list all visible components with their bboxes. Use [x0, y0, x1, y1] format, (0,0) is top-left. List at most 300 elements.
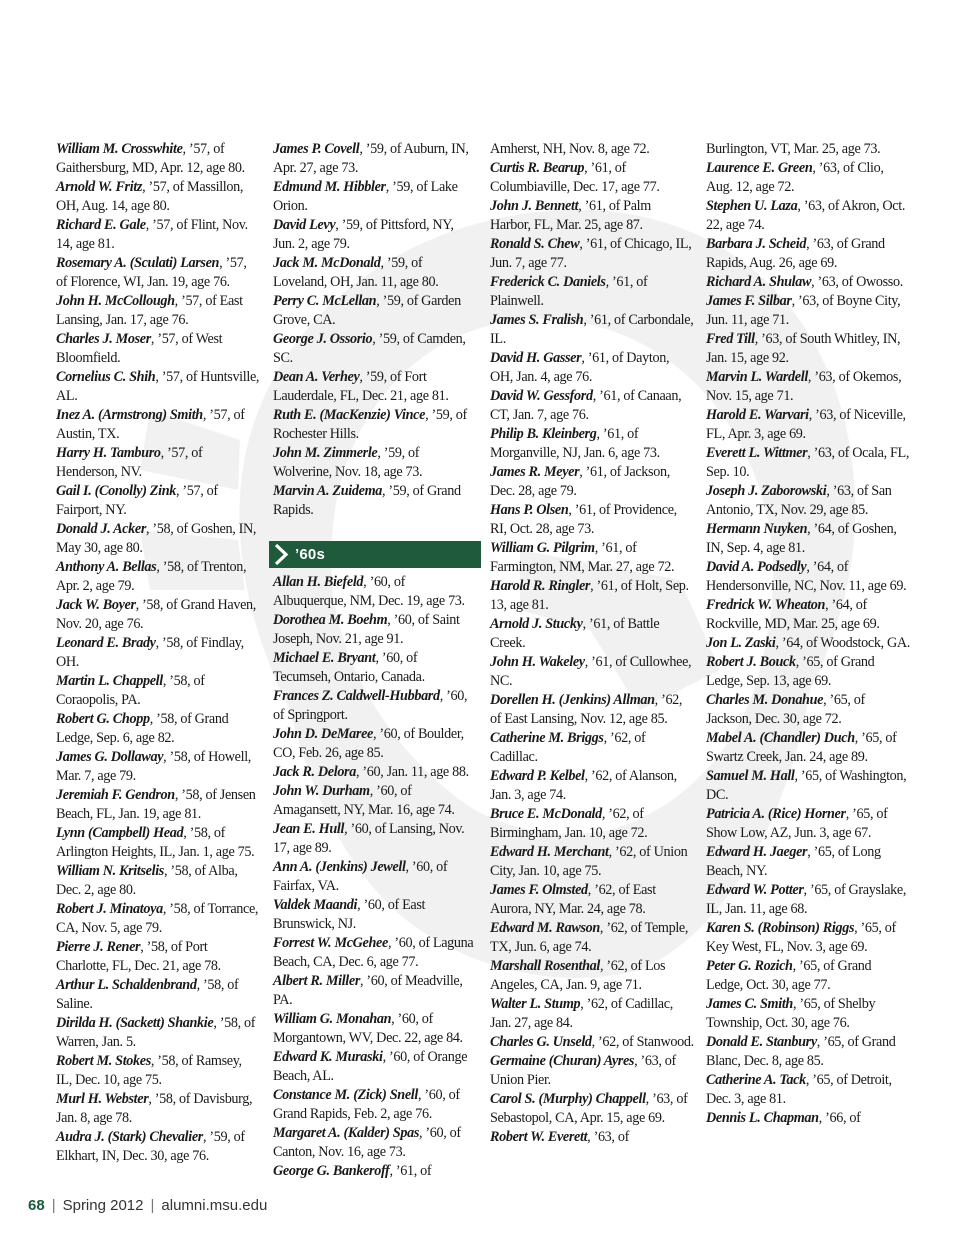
alumni-name: Bruce E. McDonald — [490, 806, 602, 822]
obituary-entry — [273, 178, 477, 216]
obituary-entry — [56, 330, 260, 368]
alumni-name: Albert R. Miller — [273, 973, 361, 989]
alumni-name: William N. Kritselis — [56, 863, 164, 879]
obituary-entry — [56, 672, 260, 710]
alumni-name: Lynn (Campbell) Head — [56, 825, 184, 841]
obituary-detail: , ’63, of — [587, 1129, 629, 1145]
alumni-name: John W. Durham — [273, 783, 370, 799]
obituary-entry — [490, 729, 694, 767]
obituary-detail: , ’60, of Lansing, Nov. 17, age 89. — [273, 821, 465, 856]
obituary-entry — [273, 330, 477, 368]
alumni-name: Joseph J. Zaborowski — [706, 483, 827, 499]
obituary-entry — [490, 615, 694, 653]
obituary-entry — [490, 995, 694, 1033]
alumni-name: Mabel A. (Chandler) Duch — [706, 730, 855, 746]
obituary-entry — [706, 368, 910, 406]
alumni-name: Constance M. (Zick) Snell — [273, 1087, 418, 1103]
obituary-entry — [706, 292, 910, 330]
obituary-entry — [490, 235, 694, 273]
obituary-entry — [273, 1048, 477, 1086]
alumni-name: Harold E. Warvari — [706, 407, 809, 423]
obituary-detail: , ’60, of Saint Joseph, Nov. 21, age 91. — [273, 612, 460, 647]
obituary-entry — [490, 653, 694, 691]
alumni-name: Perry C. McLellan — [273, 293, 377, 309]
obituary-entry — [273, 763, 477, 782]
alumni-name: George J. Ossorio — [273, 331, 373, 347]
continued-entry: Amherst, NH, Nov. 8, age 72. — [490, 141, 650, 157]
issue-label: Spring 2012 — [62, 1197, 144, 1214]
obituary-detail: , ’65, of Shelby Township, Oct. 30, age 76. — [706, 996, 876, 1031]
alumni-name: Ruth E. (MacKenzie) Vince — [273, 407, 426, 423]
obituary-entry — [273, 972, 477, 1010]
obituary-detail: , ’64, of Rockville, MD, Mar. 25, age 69. — [706, 597, 880, 632]
alumni-name: James R. Meyer — [490, 464, 580, 480]
chevron-right-icon — [269, 541, 295, 568]
alumni-name: James F. Olmsted — [490, 882, 588, 898]
alumni-name: Barbara J. Scheid — [706, 236, 807, 252]
obituary-detail: , ’57, of West Bloomfield. — [56, 331, 223, 366]
obituary-entry — [273, 292, 477, 330]
alumni-name: Robert J. Minatoya — [56, 901, 163, 917]
alumni-name: Forrest W. McGehee — [273, 935, 388, 951]
obituary-detail: , ’61, of Holt, Sep. 13, age 81. — [490, 578, 689, 613]
obituary-detail: , ’63, of Niceville, FL, Apr. 3, age 69. — [706, 407, 906, 442]
obituary-entry — [706, 805, 910, 843]
alumni-name: Germaine (Churan) Ayres — [490, 1053, 635, 1069]
obituary-detail: , ’60, of Tecumseh, Ontario, Canada. — [273, 650, 425, 685]
obituary-detail: , ’66, of — [818, 1110, 861, 1126]
obituary-entry — [56, 786, 260, 824]
alumni-name: Margaret A. (Kalder) Spas — [273, 1125, 420, 1141]
alumni-name: Harold R. Ringler — [490, 578, 591, 594]
obituary-entry — [490, 577, 694, 615]
obituary-entry — [490, 539, 694, 577]
alumni-name: Jean E. Hull — [273, 821, 345, 837]
obituary-entry — [490, 691, 694, 729]
continued-entry: Burlington, VT, Mar. 25, age 73. — [706, 141, 881, 157]
obituary-entry — [273, 1124, 477, 1162]
obituary-detail: , ’63, of Owosso. — [811, 274, 903, 290]
alumni-name: Curtis R. Bearup — [490, 160, 585, 176]
obituary-entry — [56, 596, 260, 634]
obituary-detail: , ’60, of Boulder, CO, Feb. 26, age 85. — [273, 726, 464, 761]
obituary-detail: , ’60, of Morgantown, WV, Dec. 22, age 84. — [273, 1011, 463, 1046]
obituary-entry — [56, 254, 260, 292]
obituary-detail: , ’57, of Gaithersburg, MD, Apr. 12, age 80. — [56, 141, 245, 176]
obituary-detail: , ’61, of Providence, RI, Oct. 28, age 73. — [490, 502, 677, 537]
alumni-name: John D. DeMaree — [273, 726, 373, 742]
obituary-detail: , ’59, of Grand Rapids. — [273, 483, 461, 518]
alumni-name: Ann A. (Jenkins) Jewell — [273, 859, 406, 875]
alumni-name: Karen S. (Robinson) Riggs — [706, 920, 855, 936]
obituary-detail: , ’61, of — [389, 1163, 432, 1179]
alumni-name: David A. Podsedly — [706, 559, 807, 575]
obituary-detail: , ’65, of Grand Blanc, Dec. 8, age 85. — [706, 1034, 896, 1069]
obituary-entry — [490, 843, 694, 881]
obituary-detail: , ’63, of Ocala, FL, Sep. 10. — [706, 445, 910, 480]
decade-section-header — [269, 541, 481, 568]
alumni-name: Edward M. Rawson — [490, 920, 600, 936]
alumni-name: Jeremiah F. Gendron — [56, 787, 175, 803]
obituary-column-1 — [56, 140, 260, 1166]
obituary-detail: , ’61, of Farmington, NM, Mar. 27, age 72. — [490, 540, 675, 575]
alumni-name: Dean A. Verhey — [273, 369, 360, 385]
obituary-detail: , ’65, of Grand Ledge, Oct. 30, age 77. — [706, 958, 872, 993]
obituary-entry — [706, 482, 910, 520]
alumni-name: Arnold J. Stucky — [490, 616, 583, 632]
obituary-detail: , ’59, of Loveland, OH, Jan. 11, age 80. — [273, 255, 439, 290]
alumni-name: Patricia A. (Rice) Horner — [706, 806, 846, 822]
obituary-detail: , ’59, of Camden, SC. — [273, 331, 466, 366]
obituary-entry — [706, 729, 910, 767]
obituary-detail: , ’63, of Clio, Aug. 12, age 72. — [706, 160, 884, 195]
alumni-name: Philip B. Kleinberg — [490, 426, 597, 442]
footer-separator: | — [150, 1197, 155, 1214]
obituary-detail: , ’62, of East Aurora, NY, Mar. 24, age 78. — [490, 882, 656, 917]
alumni-name: Donald J. Acker — [56, 521, 146, 537]
obituary-entry — [56, 178, 260, 216]
obituary-detail: , ’58, of Arlington Heights, IL, Jan. 1, age 75. — [56, 825, 255, 860]
alumni-name: Harry H. Tamburo — [56, 445, 161, 461]
obituary-detail: , ’61, of Chicago, IL, Jun. 7, age 77. — [490, 236, 692, 271]
obituary-detail: , ’58, of Ramsey, IL, Dec. 10, age 75. — [56, 1053, 242, 1088]
obituary-detail: , ’60, of Fairfax, VA. — [273, 859, 448, 894]
alumni-name: Stephen U. Laza — [706, 198, 798, 214]
alumni-name: Richard E. Gale — [56, 217, 146, 233]
alumni-name: Murl H. Webster — [56, 1091, 149, 1107]
page-number: 68 — [28, 1197, 45, 1214]
obituary-detail: , ’61, of Dayton, OH, Jan. 4, age 76. — [490, 350, 670, 385]
obituary-detail: , ’59, of Fort Lauderdale, FL, Dec. 21, age 81. — [273, 369, 449, 404]
obituary-entry — [706, 1033, 910, 1071]
obituary-entry — [273, 782, 477, 820]
alumni-name: Edward W. Potter — [706, 882, 804, 898]
obituary-entry — [273, 140, 477, 178]
obituary-detail: , ’65, of Grand Ledge, Sep. 13, age 69. — [706, 654, 875, 689]
alumni-name: James F. Silbar — [706, 293, 792, 309]
obituary-entry — [706, 558, 910, 596]
alumni-name: Marshall Rosenthal — [490, 958, 600, 974]
obituary-detail: , ’57, of Henderson, NV. — [56, 445, 203, 480]
alumni-name: John J. Bennett — [490, 198, 579, 214]
obituary-detail: , ’59, of Garden Grove, CA. — [273, 293, 461, 328]
obituary-entry — [706, 406, 910, 444]
obituary-detail: , ’58, of Findlay, OH. — [56, 635, 244, 670]
obituary-detail: , ’61, of Battle Creek. — [490, 616, 660, 651]
obituary-entry — [273, 216, 477, 254]
alumni-name: Cornelius C. Shih — [56, 369, 156, 385]
alumni-name: John M. Zimmerle — [273, 445, 378, 461]
alumni-name: Fred Till — [706, 331, 755, 347]
obituary-detail: , ’65, of Washington, DC. — [706, 768, 907, 803]
footer-separator: | — [51, 1197, 56, 1214]
obituary-entry — [56, 140, 260, 178]
obituary-detail: , ’60, of Laguna Beach, CA, Dec. 6, age 77. — [273, 935, 474, 970]
obituary-entry — [56, 900, 260, 938]
obituary-detail: , ’61, of Canaan, CT, Jan. 7, age 76. — [490, 388, 682, 423]
obituary-detail: , ’63, of Boyne City, Jun. 11, age 71. — [706, 293, 901, 328]
obituary-entry — [273, 444, 477, 482]
alumni-name: Laurence E. Green — [706, 160, 813, 176]
obituary-detail: , ’58, of Warren, Jan. 5. — [56, 1015, 256, 1050]
obituary-detail: , ’59, of Auburn, IN, Apr. 27, age 73. — [273, 141, 469, 176]
alumni-name: Everett L. Wittmer — [706, 445, 808, 461]
alumni-name: Rosemary A. (Sculati) Larsen — [56, 255, 220, 271]
obituary-entry — [273, 858, 477, 896]
page-footer — [28, 1197, 267, 1214]
obituary-entry — [706, 273, 910, 292]
section-title: ’60s — [295, 546, 325, 563]
obituary-detail: , ’61, of Carbondale, IL. — [490, 312, 694, 347]
obituary-entry — [706, 596, 910, 634]
obituary-entry — [56, 558, 260, 596]
obituary-entry — [56, 216, 260, 254]
obituary-entry — [706, 843, 910, 881]
alumni-name: Anthony A. Bellas — [56, 559, 157, 575]
obituary-detail: , ’59, of Rochester Hills. — [273, 407, 467, 442]
obituary-entry — [490, 1090, 694, 1128]
obituary-detail: , ’65, of Grayslake, IL, Jan. 11, age 68. — [706, 882, 907, 917]
obituary-entry — [56, 406, 260, 444]
alumni-name: Arthur L. Schaldenbrand — [56, 977, 197, 993]
alumni-name: Carol S. (Murphy) Chappell — [490, 1091, 646, 1107]
obituary-entry — [56, 824, 260, 862]
alumni-name: Gail I. (Conolly) Zink — [56, 483, 176, 499]
obituary-detail: , ’63, of Union Pier. — [490, 1053, 676, 1088]
obituary-detail: , ’60, of Orange Beach, AL. — [273, 1049, 468, 1084]
alumni-name: Edward H. Merchant — [490, 844, 609, 860]
obituary-detail: , ’61, of Jackson, Dec. 28, age 79. — [490, 464, 670, 499]
obituary-entry — [490, 159, 694, 197]
alumni-name: Frances Z. Caldwell-Hubbard — [273, 688, 440, 704]
obituary-detail: , ’65, of Long Beach, NY. — [706, 844, 881, 879]
alumni-name: Walter L. Stump — [490, 996, 581, 1012]
alumni-name: Audra J. (Stark) Chevalier — [56, 1129, 203, 1145]
alumni-name: William G. Monahan — [273, 1011, 392, 1027]
obituary-detail: , ’62, of East Lansing, Nov. 12, age 85. — [490, 692, 683, 727]
website-link[interactable]: alumni.msu.edu — [161, 1197, 268, 1214]
obituary-entry — [273, 1162, 477, 1181]
obituary-detail: , ’58, of Jensen Beach, FL, Jan. 19, age 81. — [56, 787, 256, 822]
obituary-entry — [273, 896, 477, 934]
alumni-name: David Levy — [273, 217, 336, 233]
obituary-detail: , ’58, of Torrance, CA, Nov. 5, age 79. — [56, 901, 259, 936]
obituary-entry — [273, 368, 477, 406]
alumni-name: Robert J. Bouck — [706, 654, 796, 670]
obituary-detail: , ’63, of San Antonio, TX, Nov. 29, age 85. — [706, 483, 892, 518]
obituary-entry — [706, 1071, 910, 1109]
obituary-entry — [490, 881, 694, 919]
alumni-name: Jack M. McDonald — [273, 255, 381, 271]
obituary-entry — [56, 444, 260, 482]
obituary-detail: , ’62, of Alanson, Jan. 3, age 74. — [490, 768, 677, 803]
obituary-entry — [706, 520, 910, 558]
obituary-entry — [56, 938, 260, 976]
obituary-detail: , ’58, of Saline. — [56, 977, 239, 1012]
alumni-name: Peter G. Rozich — [706, 958, 793, 974]
obituary-detail: , ’58, of Grand Haven, Nov. 20, age 76. — [56, 597, 256, 632]
alumni-name: Robert W. Everett — [490, 1129, 588, 1145]
alumni-name: Donald E. Stanbury — [706, 1034, 817, 1050]
obituary-entry — [490, 387, 694, 425]
obituary-entry — [273, 1010, 477, 1048]
obituary-entry — [56, 634, 260, 672]
alumni-name: Charles J. Moser — [56, 331, 151, 347]
alumni-name: George G. Bankeroff — [273, 1163, 390, 1179]
alumni-name: John H. McCollough — [56, 293, 175, 309]
obituary-entry — [273, 611, 477, 649]
alumni-name: Hermann Nuyken — [706, 521, 808, 537]
alumni-name: Dorothea M. Boehm — [273, 612, 388, 628]
obituary-entry — [706, 444, 910, 482]
obituary-entry — [706, 159, 910, 197]
obituary-column-3 — [490, 140, 694, 1147]
alumni-name: William M. Crosswhite — [56, 141, 183, 157]
obituary-detail: , ’58, of Grand Ledge, Sep. 6, age 82. — [56, 711, 229, 746]
obituary-detail: , ’63, of Grand Rapids, Aug. 26, age 69. — [706, 236, 885, 271]
alumni-name: Jon L. Zaski — [706, 635, 776, 651]
obituary-detail: , ’65, of Key West, FL, Nov. 3, age 69. — [706, 920, 896, 955]
obituary-entry — [706, 957, 910, 995]
alumni-name: Martin L. Chappell — [56, 673, 163, 689]
obituary-entry — [706, 919, 910, 957]
obituary-entry — [706, 653, 910, 691]
obituary-detail: , ’63, of South Whitley, IN, Jan. 15, age 92. — [706, 331, 901, 366]
alumni-name: Robert G. Chopp — [56, 711, 150, 727]
alumni-name: James S. Fralish — [490, 312, 584, 328]
obituary-entry — [273, 254, 477, 292]
obituary-detail: , ’57, of East Lansing, Jan. 17, age 76. — [56, 293, 243, 328]
obituary-entry — [273, 820, 477, 858]
obituary-entry — [56, 1128, 260, 1166]
alumni-name: James C. Smith — [706, 996, 793, 1012]
alumni-name: Robert M. Stokes — [56, 1053, 151, 1069]
obituary-entry — [56, 976, 260, 1014]
obituary-detail: , ’61, of Cullowhee, NC. — [490, 654, 692, 689]
alumni-name: Marvin L. Wardell — [706, 369, 808, 385]
obituary-detail: , ’57, of Massillon, OH, Aug. 14, age 80. — [56, 179, 244, 214]
alumni-name: Dorellen H. (Jenkins) Allman — [490, 692, 655, 708]
obituary-detail: , ’63, of Okemos, Nov. 15, age 71. — [706, 369, 902, 404]
obituary-detail: , ’62, of Cadillac. — [490, 730, 646, 765]
obituary-column-2 — [273, 140, 477, 1181]
obituary-detail: , ’62, of Birmingham, Jan. 10, age 72. — [490, 806, 648, 841]
obituary-entry — [273, 482, 477, 520]
obituary-entry — [56, 1090, 260, 1128]
alumni-name: Edmund M. Hibbler — [273, 179, 386, 195]
obituary-entry — [273, 406, 477, 444]
obituary-detail: , ’60, of East Brunswick, NJ. — [273, 897, 426, 932]
alumni-name: Edward H. Jaeger — [706, 844, 808, 860]
obituary-detail: , ’60, of Grand Rapids, Feb. 2, age 76. — [273, 1087, 460, 1122]
alumni-name: Jack R. Delora — [273, 764, 356, 780]
alumni-name: Catherine A. Tack — [706, 1072, 806, 1088]
obituary-entry — [490, 425, 694, 463]
obituary-detail: , ’60, of Albuquerque, NM, Dec. 19, age 73. — [273, 574, 465, 609]
alumni-name: Hans P. Olsen — [490, 502, 569, 518]
obituary-entry — [490, 349, 694, 387]
obituary-detail: , ’57, of Florence, WI, Jan. 19, age 76. — [56, 255, 247, 290]
obituary-entry — [56, 520, 260, 558]
alumni-name: Marvin A. Zuidema — [273, 483, 383, 499]
alumni-name: Leonard E. Brady — [56, 635, 156, 651]
alumni-name: Richard A. Shulaw — [706, 274, 812, 290]
alumni-name: Edward K. Muraski — [273, 1049, 383, 1065]
obituary-entry — [56, 482, 260, 520]
alumni-name: Samuel M. Hall — [706, 768, 795, 784]
alumni-name: Fredrick W. Wheaton — [706, 597, 826, 613]
alumni-name: James P. Covell — [273, 141, 360, 157]
alumni-name: William G. Pilgrim — [490, 540, 595, 556]
obituary-detail: , ’60, of Canton, Nov. 16, age 73. — [273, 1125, 461, 1160]
alumni-name: Edward P. Kelbel — [490, 768, 585, 784]
obituary-entry — [490, 311, 694, 349]
alumni-name: John H. Wakeley — [490, 654, 585, 670]
alumni-name: David W. Gessford — [490, 388, 593, 404]
obituary-detail: , ’59, of Elkhart, IN, Dec. 30, age 76. — [56, 1129, 245, 1164]
alumni-name: Inez A. (Armstrong) Smith — [56, 407, 203, 423]
obituary-entry — [706, 881, 910, 919]
alumni-name: David H. Gasser — [490, 350, 582, 366]
alumni-name: Dennis L. Chapman — [706, 1110, 819, 1126]
obituary-entry — [273, 687, 477, 725]
obituary-entry — [273, 934, 477, 972]
obituary-detail: , ’61, of Morganville, NJ, Jan. 6, age 73. — [490, 426, 660, 461]
alumni-name: Pierre J. Rener — [56, 939, 141, 955]
obituary-detail: , ’61, of Palm Harbor, FL, Mar. 25, age 87. — [490, 198, 651, 233]
obituary-entry — [490, 501, 694, 539]
alumni-name: James G. Dollaway — [56, 749, 164, 765]
obituary-detail: , ’60, of Amagansett, NY, Mar. 16, age 74. — [273, 783, 455, 818]
alumni-name: Michael E. Bryant — [273, 650, 376, 666]
obituary-detail: , ’59, of Lake Orion. — [273, 179, 458, 214]
obituary-entry — [56, 292, 260, 330]
obituary-detail: , ’62, of Union City, Jan. 10, age 75. — [490, 844, 688, 879]
obituary-detail: , ’65, of Show Low, AZ, Jun. 3, age 67. — [706, 806, 888, 841]
obituary-detail: , ’60, of Meadville, PA. — [273, 973, 463, 1008]
alumni-name: Catherine M. Briggs — [490, 730, 604, 746]
obituary-detail: , ’58, of Coraopolis, PA. — [56, 673, 205, 708]
obituary-detail: , ’61, of Plainwell. — [490, 274, 648, 309]
obituary-entry — [56, 1014, 260, 1052]
obituary-detail: , ’57, of Flint, Nov. 14, age 81. — [56, 217, 248, 252]
obituary-entry — [56, 368, 260, 406]
obituary-detail: , ’62, of Temple, TX, Jun. 6, age 74. — [490, 920, 689, 955]
obituary-entry — [706, 995, 910, 1033]
obituary-entry — [273, 573, 477, 611]
obituary-detail: , ’64, of Hendersonville, NC, Nov. 11, age 69. — [706, 559, 907, 594]
obituary-entry — [56, 710, 260, 748]
obituary-entry — [706, 634, 910, 653]
obituary-entry — [706, 330, 910, 368]
obituary-detail: , ’58, of Trenton, Apr. 2, age 79. — [56, 559, 247, 594]
obituary-detail: , ’65, of Jackson, Dec. 30, age 72. — [706, 692, 865, 727]
obituary-detail: , ’59, of Pittsford, NY, Jun. 2, age 79. — [273, 217, 454, 252]
obituary-detail: , ’58, of Port Charlotte, FL, Dec. 21, age 78. — [56, 939, 221, 974]
obituary-entry — [56, 1052, 260, 1090]
obituary-entry — [490, 1128, 694, 1147]
obituary-detail: , ’58, of Goshen, IN, May 30, age 80. — [56, 521, 257, 556]
obituary-entry — [706, 1109, 910, 1128]
alumni-name: Arnold W. Fritz — [56, 179, 143, 195]
obituary-detail: , ’63, of Akron, Oct. 22, age 74. — [706, 198, 906, 233]
obituary-entry — [490, 1033, 694, 1052]
alumni-name: Charles G. Unseld — [490, 1034, 592, 1050]
obituary-detail: , ’59, of Wolverine, Nov. 18, age 73. — [273, 445, 423, 480]
obituary-entry — [56, 862, 260, 900]
obituary-entry — [706, 767, 910, 805]
alumni-name: Charles M. Donahue — [706, 692, 824, 708]
